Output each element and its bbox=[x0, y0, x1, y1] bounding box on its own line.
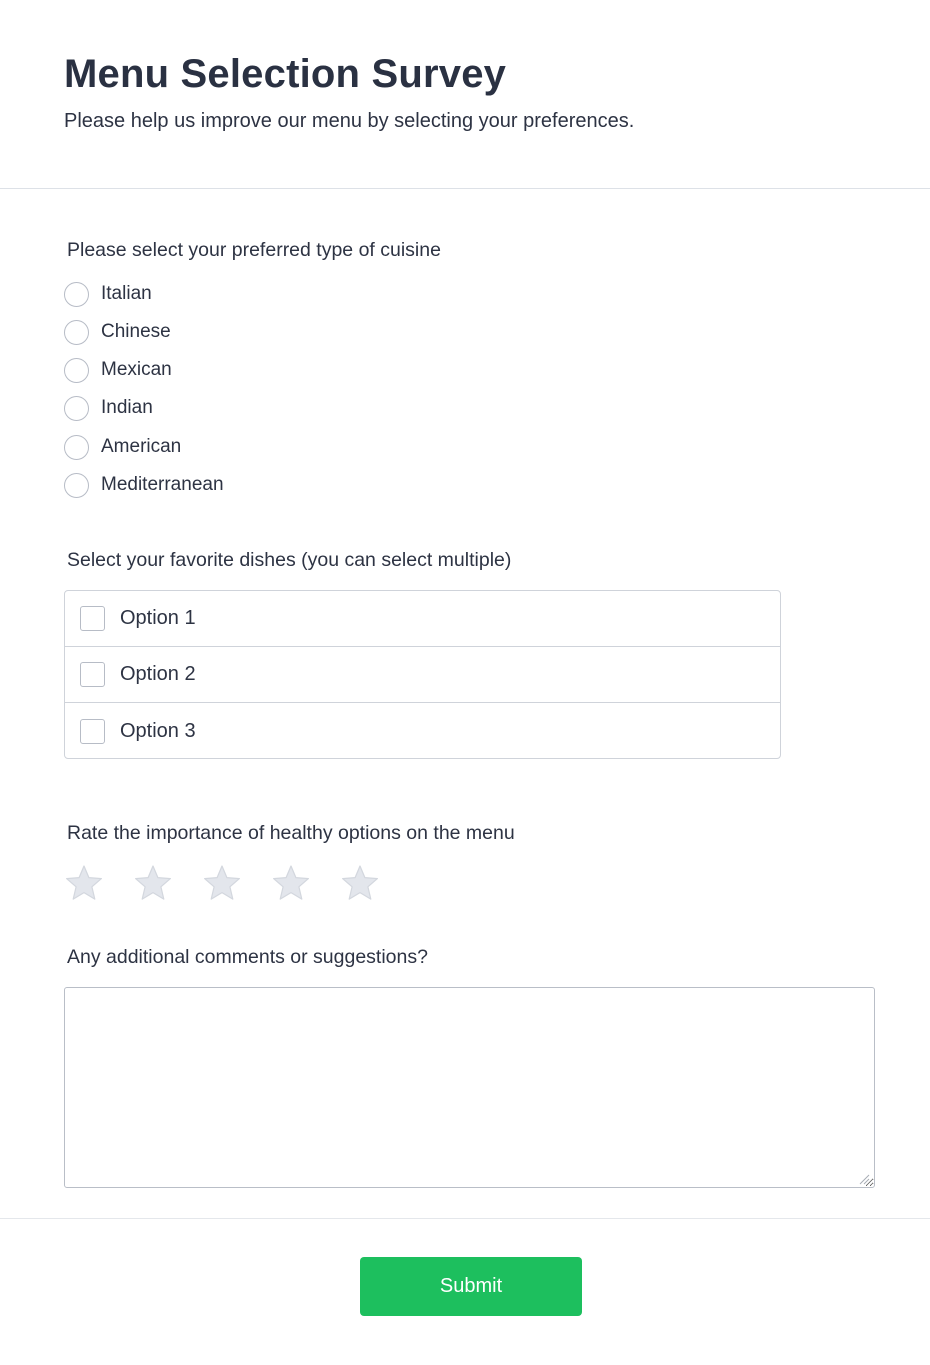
rating-question-label: Rate the importance of healthy options on the menu bbox=[67, 822, 515, 844]
checkbox-label: Option 2 bbox=[120, 663, 196, 685]
radio-label: American bbox=[101, 436, 182, 457]
checkbox[interactable] bbox=[80, 719, 105, 744]
checkbox[interactable] bbox=[80, 606, 105, 631]
radio-button[interactable] bbox=[64, 320, 89, 345]
star-icon[interactable] bbox=[340, 863, 380, 903]
dishes-question-label: Select your favorite dishes (you can select multiple) bbox=[67, 549, 512, 571]
radio-option-mediterranean[interactable] bbox=[64, 472, 224, 498]
star-icon[interactable] bbox=[133, 863, 173, 903]
radio-label: Italian bbox=[101, 283, 152, 304]
radio-option-american[interactable] bbox=[64, 434, 181, 460]
page-subtitle: Please help us improve our menu by selecting your preferences. bbox=[64, 110, 635, 132]
comments-textarea[interactable] bbox=[64, 987, 875, 1188]
comments-question-label: Any additional comments or suggestions? bbox=[67, 946, 428, 968]
radio-option-chinese[interactable] bbox=[64, 319, 171, 345]
star-icon[interactable] bbox=[271, 863, 311, 903]
checkbox[interactable] bbox=[80, 662, 105, 687]
resize-grip-icon[interactable] bbox=[858, 1172, 870, 1184]
radio-option-indian[interactable] bbox=[64, 395, 153, 421]
star-icon[interactable] bbox=[202, 863, 242, 903]
survey-header bbox=[0, 0, 930, 189]
checkbox-label: Option 3 bbox=[120, 719, 196, 742]
star-rating bbox=[64, 863, 409, 903]
radio-label: Mexican bbox=[101, 359, 172, 380]
submit-button[interactable]: Submit bbox=[360, 1257, 582, 1316]
radio-button[interactable] bbox=[64, 435, 89, 460]
radio-label: Indian bbox=[101, 397, 153, 418]
radio-option-italian[interactable] bbox=[64, 281, 152, 307]
checkbox-option-3[interactable] bbox=[65, 703, 780, 759]
radio-label: Mediterranean bbox=[101, 474, 224, 495]
cuisine-question-label: Please select your preferred type of cuisine bbox=[67, 239, 441, 261]
page-title: Menu Selection Survey bbox=[64, 52, 507, 96]
radio-button[interactable] bbox=[64, 358, 89, 383]
radio-button[interactable] bbox=[64, 473, 89, 498]
checkbox-label: Option 1 bbox=[120, 607, 196, 629]
checkbox-option-1[interactable] bbox=[65, 591, 780, 647]
radio-label: Chinese bbox=[101, 321, 171, 342]
radio-option-mexican[interactable] bbox=[64, 357, 172, 383]
radio-button[interactable] bbox=[64, 282, 89, 307]
radio-button[interactable] bbox=[64, 396, 89, 421]
footer-divider bbox=[0, 1218, 930, 1219]
checkbox-option-2[interactable] bbox=[65, 647, 780, 703]
dishes-checkbox-group bbox=[64, 590, 781, 759]
star-icon[interactable] bbox=[64, 863, 104, 903]
